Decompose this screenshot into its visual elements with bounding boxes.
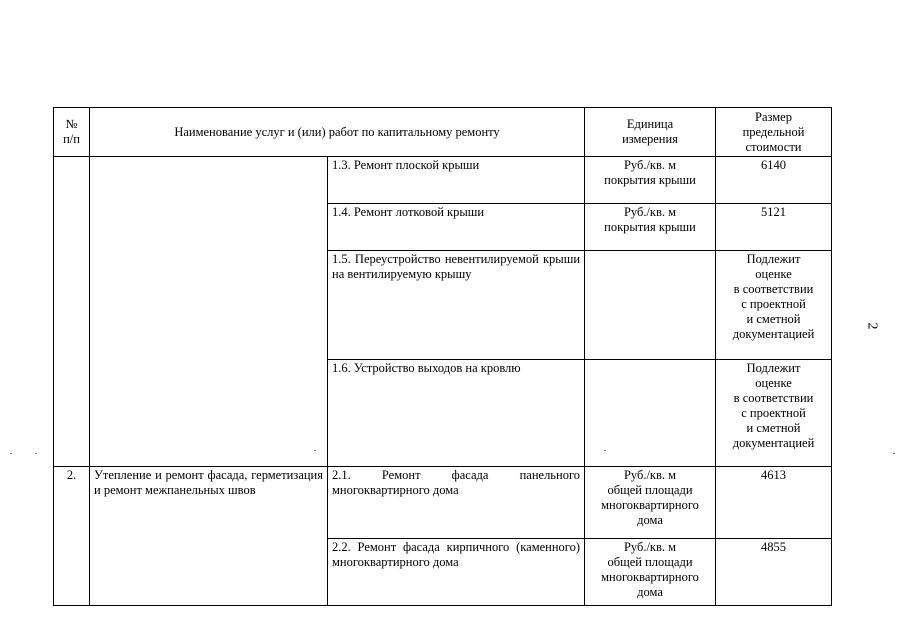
cost-cell: Подлежит оценке в соответствии с проектной и сметной документацией bbox=[716, 360, 832, 467]
group2-num-cell: 2. bbox=[54, 467, 90, 606]
subwork-cell: 1.6. Устройство выходов на кровлю bbox=[328, 360, 585, 467]
header-unit: Единица измерения bbox=[585, 108, 716, 157]
unit-cell: Руб./кв. м общей площади многоквартирного дома bbox=[585, 467, 716, 539]
subwork-cell: 1.4. Ремонт лотковой крыши bbox=[328, 204, 585, 251]
header-name: Наименование услуг и (или) работ по капитальному ремонту bbox=[90, 108, 585, 157]
header-cost: Размер предельной стоимости bbox=[716, 108, 832, 157]
unit-cell: Руб./кв. м покрытия крыши bbox=[585, 157, 716, 204]
unit-cell bbox=[585, 251, 716, 360]
cost-cell: Подлежит оценке в соответствии с проектной и сметной документацией bbox=[716, 251, 832, 360]
cost-cell: 4855 bbox=[716, 539, 832, 606]
group2-name-cell: Утепление и ремонт фасада, герметизация и ремонт межпанельных швов bbox=[90, 467, 328, 606]
unit-cell: Руб./кв. м покрытия крыши bbox=[585, 204, 716, 251]
cost-cell: 6140 bbox=[716, 157, 832, 204]
capital-repair-cost-table bbox=[53, 107, 832, 606]
scan-speck bbox=[604, 450, 606, 451]
header-num: № п/п bbox=[54, 108, 90, 157]
table-row bbox=[54, 467, 832, 539]
page-number: 2 bbox=[864, 322, 880, 330]
group1-num-cell bbox=[54, 157, 90, 467]
scan-speck bbox=[35, 453, 37, 454]
scan-speck bbox=[10, 453, 12, 454]
table-header-row bbox=[54, 108, 832, 157]
cost-cell: 5121 bbox=[716, 204, 832, 251]
subwork-cell: 2.2. Ремонт фасада кирпичного (каменного) многоквартирного дома bbox=[328, 539, 585, 606]
subwork-cell: 1.3. Ремонт плоской крыши bbox=[328, 157, 585, 204]
unit-cell: Руб./кв. м общей площади многоквартирного дома bbox=[585, 539, 716, 606]
subwork-cell: 1.5. Переустройство невентилируемой крыши на вентилируемую крышу bbox=[328, 251, 585, 360]
scan-speck bbox=[893, 453, 895, 454]
group1-name-cell bbox=[90, 157, 328, 467]
subwork-cell: 2.1. Ремонт фасада панельного многоквартирного дома bbox=[328, 467, 585, 539]
table-row bbox=[54, 157, 832, 204]
scan-speck bbox=[314, 450, 316, 451]
cost-cell: 4613 bbox=[716, 467, 832, 539]
